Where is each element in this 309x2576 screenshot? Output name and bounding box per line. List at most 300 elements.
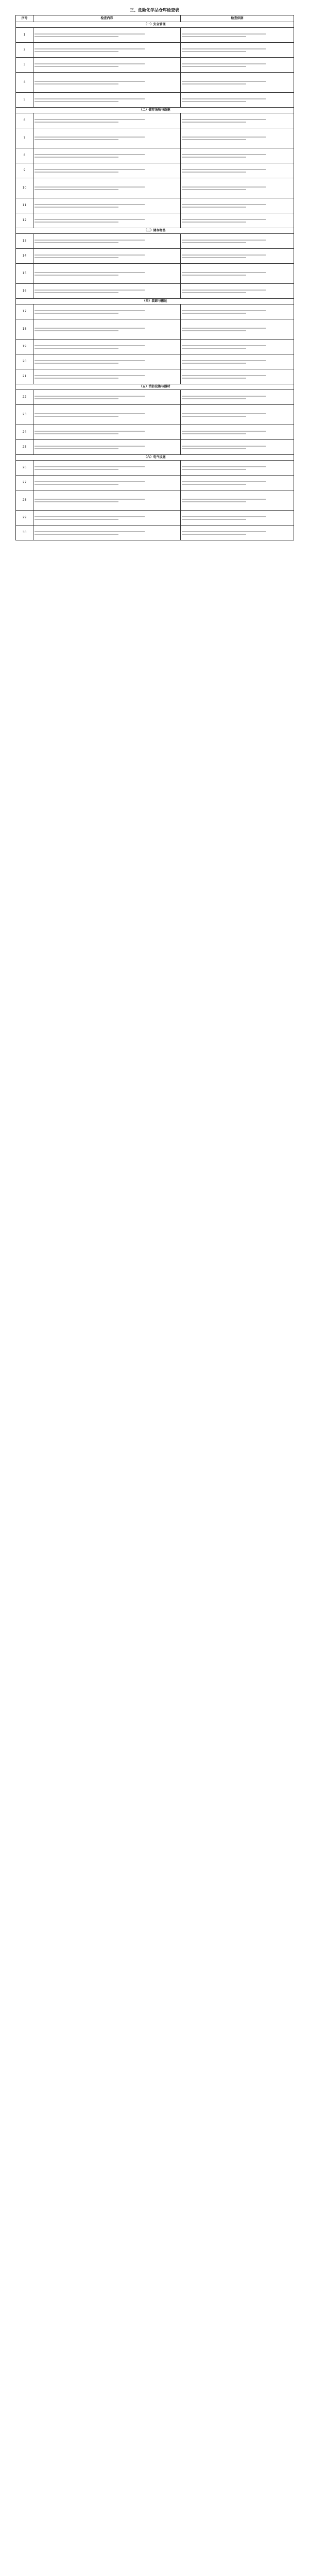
row-number: 22: [16, 390, 33, 405]
section-title: （二）储存场所与设施: [16, 108, 294, 113]
row-item: [33, 249, 181, 264]
section-row: [16, 299, 294, 304]
basis-text-placeholder: [182, 119, 293, 123]
text-line: [35, 51, 118, 52]
row-number: 14: [16, 249, 33, 264]
document-page: [0, 0, 309, 540]
section-row: [16, 22, 294, 28]
text-line: [182, 516, 266, 517]
table-row: [16, 490, 294, 511]
row-item: [33, 476, 181, 490]
text-line: [35, 219, 145, 220]
text-line: [35, 139, 118, 140]
table-row: [16, 511, 294, 526]
row-basis: [181, 319, 294, 340]
text-line: [182, 51, 246, 52]
item-text-placeholder: [35, 431, 179, 434]
row-item: [33, 425, 181, 440]
basis-text-placeholder: [182, 240, 293, 243]
basis-text-placeholder: [182, 272, 293, 276]
item-text-placeholder: [35, 98, 179, 102]
basis-text-placeholder: [182, 345, 293, 349]
table-row: [16, 340, 294, 354]
row-number: 24: [16, 425, 33, 440]
text-line: [35, 328, 145, 329]
item-text-placeholder: [35, 240, 179, 243]
row-number: 12: [16, 213, 33, 228]
text-line: [182, 534, 246, 535]
text-line: [35, 396, 145, 397]
row-item: [33, 319, 181, 340]
text-line: [182, 36, 246, 37]
row-item: [33, 340, 181, 354]
basis-text-placeholder: [182, 187, 293, 190]
table-row: [16, 526, 294, 540]
row-number: 11: [16, 198, 33, 213]
row-number: 19: [16, 340, 33, 354]
text-line: [35, 66, 118, 67]
basis-text-placeholder: [182, 204, 293, 208]
item-text-placeholder: [35, 272, 179, 276]
row-number: 23: [16, 405, 33, 425]
column-header-item: 检查内容: [33, 15, 181, 22]
checklist-table: [15, 15, 294, 540]
text-line: [182, 375, 266, 376]
text-line: [182, 501, 246, 502]
row-number: 10: [16, 178, 33, 198]
text-line: [182, 290, 266, 291]
text-line: [182, 137, 266, 138]
row-number: 17: [16, 304, 33, 319]
row-basis: [181, 284, 294, 299]
text-line: [182, 122, 246, 123]
row-basis: [181, 511, 294, 526]
row-basis: [181, 304, 294, 319]
text-line: [35, 469, 118, 470]
row-number: 26: [16, 461, 33, 476]
row-item: [33, 198, 181, 213]
text-line: [35, 83, 118, 84]
text-line: [35, 207, 118, 208]
item-text-placeholder: [35, 290, 179, 293]
text-line: [35, 466, 145, 467]
section-row: [16, 384, 294, 390]
row-number: 5: [16, 93, 33, 108]
table-row: [16, 304, 294, 319]
row-basis: [181, 249, 294, 264]
text-line: [35, 531, 145, 532]
text-line: [35, 516, 145, 517]
table-row: [16, 198, 294, 213]
table-row: [16, 461, 294, 476]
row-item: [33, 440, 181, 455]
table-row: [16, 390, 294, 405]
text-line: [35, 433, 118, 434]
text-line: [182, 484, 246, 485]
table-row: [16, 43, 294, 58]
text-line: [182, 240, 266, 241]
text-line: [182, 348, 246, 349]
text-line: [35, 345, 145, 346]
row-item: [33, 461, 181, 476]
text-line: [182, 448, 246, 449]
table-row: [16, 440, 294, 455]
item-text-placeholder: [35, 255, 179, 258]
text-line: [35, 481, 145, 482]
row-item: [33, 264, 181, 284]
basis-text-placeholder: [182, 81, 293, 84]
document-title: 三、危险化学品仓库检查表: [130, 8, 179, 12]
row-basis: [181, 461, 294, 476]
table-row: [16, 249, 294, 264]
text-line: [182, 66, 246, 67]
item-text-placeholder: [35, 137, 179, 140]
item-text-placeholder: [35, 481, 179, 485]
text-line: [182, 396, 266, 397]
table-row: [16, 58, 294, 73]
text-line: [182, 33, 266, 35]
text-line: [35, 257, 118, 258]
item-text-placeholder: [35, 63, 179, 67]
row-basis: [181, 93, 294, 108]
item-text-placeholder: [35, 48, 179, 52]
row-item: [33, 284, 181, 299]
text-line: [182, 48, 266, 49]
row-item: [33, 490, 181, 511]
text-line: [182, 169, 266, 170]
basis-text-placeholder: [182, 413, 293, 417]
text-line: [35, 119, 145, 120]
row-number: 8: [16, 148, 33, 163]
table-row: [16, 319, 294, 340]
basis-text-placeholder: [182, 169, 293, 173]
table-row: [16, 163, 294, 178]
text-line: [182, 189, 246, 190]
text-line: [35, 242, 118, 243]
section-row: [16, 228, 294, 234]
table-row: [16, 405, 294, 425]
text-line: [35, 413, 145, 414]
row-basis: [181, 340, 294, 354]
document-sheet-1: [15, 0, 294, 540]
row-basis: [181, 178, 294, 198]
text-line: [182, 446, 266, 447]
basis-text-placeholder: [182, 98, 293, 102]
basis-text-placeholder: [182, 48, 293, 52]
row-number: 13: [16, 234, 33, 249]
row-basis: [181, 148, 294, 163]
item-text-placeholder: [35, 516, 179, 520]
text-line: [182, 83, 246, 84]
row-basis: [181, 213, 294, 228]
text-line: [182, 272, 266, 273]
text-line: [35, 290, 145, 291]
basis-text-placeholder: [182, 63, 293, 67]
row-number: 4: [16, 73, 33, 93]
text-line: [35, 378, 118, 379]
text-line: [35, 501, 118, 502]
row-item: [33, 58, 181, 73]
row-item: [33, 234, 181, 249]
text-line: [182, 187, 266, 188]
text-line: [35, 172, 118, 173]
basis-text-placeholder: [182, 360, 293, 364]
text-line: [35, 292, 118, 293]
text-line: [182, 98, 266, 99]
item-text-placeholder: [35, 169, 179, 173]
row-basis: [181, 425, 294, 440]
section-title: （五）消防设施与器材: [16, 384, 294, 390]
text-line: [35, 157, 118, 158]
text-line: [182, 207, 246, 208]
basis-text-placeholder: [182, 33, 293, 37]
basis-text-placeholder: [182, 466, 293, 470]
text-line: [35, 375, 145, 376]
row-basis: [181, 264, 294, 284]
section-title: （一）安全管理: [16, 22, 294, 28]
table-row: [16, 28, 294, 43]
table-row: [16, 113, 294, 128]
text-line: [35, 255, 145, 256]
row-basis: [181, 43, 294, 58]
table-row: [16, 234, 294, 249]
section-title: （六）电气设施: [16, 455, 294, 461]
row-number: 9: [16, 163, 33, 178]
row-basis: [181, 58, 294, 73]
text-line: [182, 328, 266, 329]
text-line: [182, 242, 246, 243]
text-line: [35, 363, 118, 364]
item-text-placeholder: [35, 446, 179, 449]
row-number: 30: [16, 526, 33, 540]
text-line: [182, 310, 266, 311]
table-row: [16, 93, 294, 108]
row-basis: [181, 390, 294, 405]
text-line: [182, 255, 266, 256]
row-basis: [181, 405, 294, 425]
table-row: [16, 425, 294, 440]
item-text-placeholder: [35, 187, 179, 190]
item-text-placeholder: [35, 154, 179, 158]
row-number: 21: [16, 369, 33, 384]
text-line: [35, 448, 118, 449]
item-text-placeholder: [35, 375, 179, 379]
text-line: [35, 33, 145, 35]
text-line: [182, 345, 266, 346]
basis-text-placeholder: [182, 290, 293, 293]
text-line: [35, 275, 118, 276]
text-line: [182, 101, 246, 102]
row-item: [33, 390, 181, 405]
basis-text-placeholder: [182, 396, 293, 399]
text-line: [182, 172, 246, 173]
row-number: 25: [16, 440, 33, 455]
text-line: [35, 499, 145, 500]
text-line: [35, 204, 145, 205]
row-number: 16: [16, 284, 33, 299]
row-basis: [181, 526, 294, 540]
row-number: 6: [16, 113, 33, 128]
table-row: [16, 178, 294, 198]
item-text-placeholder: [35, 360, 179, 364]
row-number: 28: [16, 490, 33, 511]
text-line: [35, 122, 118, 123]
row-basis: [181, 234, 294, 249]
item-text-placeholder: [35, 396, 179, 399]
table-header-row: [16, 15, 294, 22]
text-line: [182, 204, 266, 205]
basis-text-placeholder: [182, 531, 293, 535]
text-line: [35, 534, 118, 535]
item-text-placeholder: [35, 413, 179, 417]
text-line: [35, 431, 145, 432]
row-item: [33, 369, 181, 384]
table-row: [16, 128, 294, 148]
text-line: [35, 313, 118, 314]
row-basis: [181, 113, 294, 128]
table-row: [16, 354, 294, 369]
basis-text-placeholder: [182, 219, 293, 223]
text-line: [182, 313, 246, 314]
table-row: [16, 369, 294, 384]
text-line: [182, 330, 246, 331]
basis-text-placeholder: [182, 154, 293, 158]
row-item: [33, 405, 181, 425]
text-line: [35, 348, 118, 349]
table-body: [16, 22, 294, 540]
row-basis: [181, 28, 294, 43]
section-row: [16, 108, 294, 113]
table-row: [16, 73, 294, 93]
text-line: [35, 98, 145, 99]
row-item: [33, 526, 181, 540]
row-item: [33, 511, 181, 526]
text-line: [35, 81, 145, 82]
text-line: [182, 413, 266, 414]
basis-text-placeholder: [182, 446, 293, 449]
text-line: [35, 484, 118, 485]
row-item: [33, 354, 181, 369]
item-text-placeholder: [35, 466, 179, 470]
item-text-placeholder: [35, 310, 179, 314]
table-row: [16, 213, 294, 228]
section-title: （三）储存物品: [16, 228, 294, 234]
row-basis: [181, 198, 294, 213]
text-line: [35, 189, 118, 190]
section-title: （四）装卸与搬运: [16, 299, 294, 304]
text-line: [182, 157, 246, 158]
row-number: 27: [16, 476, 33, 490]
row-item: [33, 113, 181, 128]
text-line: [182, 154, 266, 155]
text-line: [182, 469, 246, 470]
row-item: [33, 213, 181, 228]
text-line: [182, 81, 266, 82]
basis-text-placeholder: [182, 137, 293, 140]
item-text-placeholder: [35, 531, 179, 535]
basis-text-placeholder: [182, 255, 293, 258]
basis-text-placeholder: [182, 310, 293, 314]
row-basis: [181, 73, 294, 93]
text-line: [35, 416, 118, 417]
text-line: [35, 63, 145, 64]
text-line: [182, 466, 266, 467]
text-line: [182, 139, 246, 140]
row-number: 3: [16, 58, 33, 73]
text-line: [182, 275, 246, 276]
text-line: [182, 531, 266, 532]
text-line: [182, 519, 246, 520]
row-basis: [181, 490, 294, 511]
text-line: [35, 137, 145, 138]
item-text-placeholder: [35, 33, 179, 37]
row-number: 1: [16, 28, 33, 43]
text-line: [35, 446, 145, 447]
row-item: [33, 178, 181, 198]
item-text-placeholder: [35, 219, 179, 223]
section-row: [16, 455, 294, 461]
row-basis: [181, 476, 294, 490]
basis-text-placeholder: [182, 499, 293, 502]
text-line: [35, 187, 145, 188]
text-line: [182, 416, 246, 417]
basis-text-placeholder: [182, 375, 293, 379]
text-line: [35, 154, 145, 155]
text-line: [182, 499, 266, 500]
text-line: [35, 519, 118, 520]
text-line: [182, 363, 246, 364]
item-text-placeholder: [35, 328, 179, 331]
row-item: [33, 128, 181, 148]
text-line: [35, 101, 118, 102]
basis-text-placeholder: [182, 516, 293, 520]
table-row: [16, 476, 294, 490]
row-item: [33, 148, 181, 163]
text-line: [182, 219, 266, 220]
text-line: [35, 398, 118, 399]
text-line: [35, 36, 118, 37]
basis-text-placeholder: [182, 328, 293, 331]
item-text-placeholder: [35, 204, 179, 208]
text-line: [35, 272, 145, 273]
text-line: [182, 119, 266, 120]
table-row: [16, 148, 294, 163]
row-number: 15: [16, 264, 33, 284]
text-line: [182, 257, 246, 258]
text-line: [35, 360, 145, 361]
row-item: [33, 73, 181, 93]
row-item: [33, 28, 181, 43]
text-line: [182, 431, 266, 432]
row-basis: [181, 128, 294, 148]
basis-text-placeholder: [182, 431, 293, 434]
row-basis: [181, 354, 294, 369]
basis-text-placeholder: [182, 481, 293, 485]
column-header-no: 序号: [16, 15, 33, 22]
text-line: [35, 222, 118, 223]
item-text-placeholder: [35, 119, 179, 123]
text-line: [182, 378, 246, 379]
column-header-basis: 检查依据: [181, 15, 294, 22]
row-item: [33, 163, 181, 178]
row-basis: [181, 369, 294, 384]
text-line: [182, 222, 246, 223]
item-text-placeholder: [35, 81, 179, 84]
row-number: 20: [16, 354, 33, 369]
table-row: [16, 264, 294, 284]
item-text-placeholder: [35, 499, 179, 502]
item-text-placeholder: [35, 345, 179, 349]
